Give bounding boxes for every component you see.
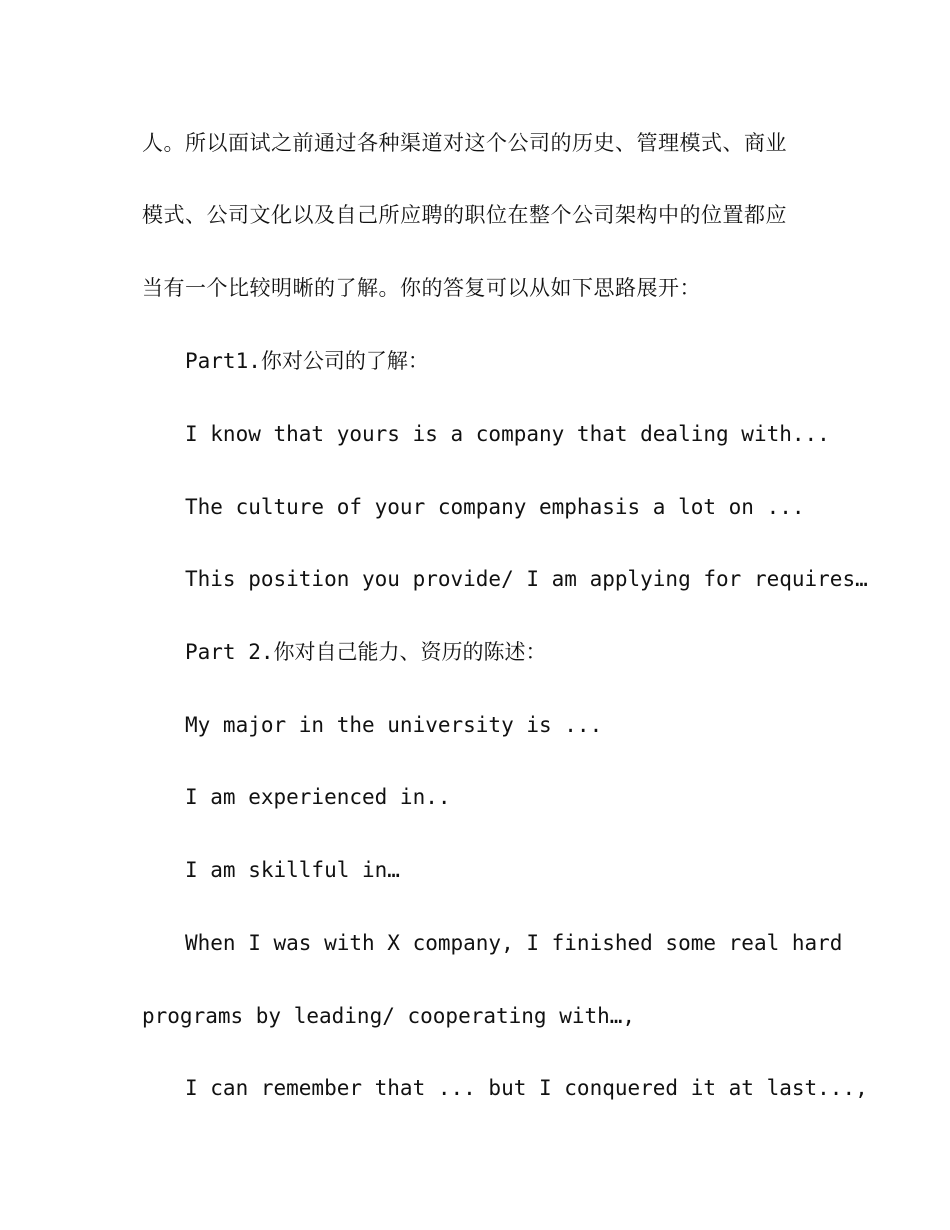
sample-sentence-skillful: I am skillful in…	[185, 858, 400, 882]
sample-sentence-major: My major in the university is ...	[185, 713, 603, 737]
paragraph-line-2: 模式、公司文化以及自己所应聘的职位在整个公司架构中的位置都应	[142, 203, 787, 227]
sample-sentence-position: This position you provide/ I am applying for requires…	[185, 567, 868, 591]
sample-sentence-continuation: programs by leading/ cooperating with…,	[142, 1004, 636, 1028]
sample-sentence-company: I know that yours is a company that dealing with...	[185, 422, 830, 446]
sample-sentence-company-experience: When I was with X company, I finished some real hard	[185, 931, 843, 955]
paragraph-line-3: 当有一个比较明晰的了解。你的答复可以从如下思路展开：	[142, 276, 701, 300]
sample-sentence-experienced: I am experienced in..	[185, 785, 451, 809]
part2-heading: Part 2.你对自己能力、资历的陈述：	[185, 640, 547, 664]
paragraph-line-1: 人。所以面试之前通过各种渠道对这个公司的历史、管理模式、商业	[142, 131, 787, 155]
sample-sentence-remember: I can remember that ... but I conquered it at last...,	[185, 1076, 868, 1100]
sample-sentence-culture: The culture of your company emphasis a lot on ...	[185, 495, 805, 519]
part1-heading: Part1.你对公司的了解：	[185, 349, 429, 373]
